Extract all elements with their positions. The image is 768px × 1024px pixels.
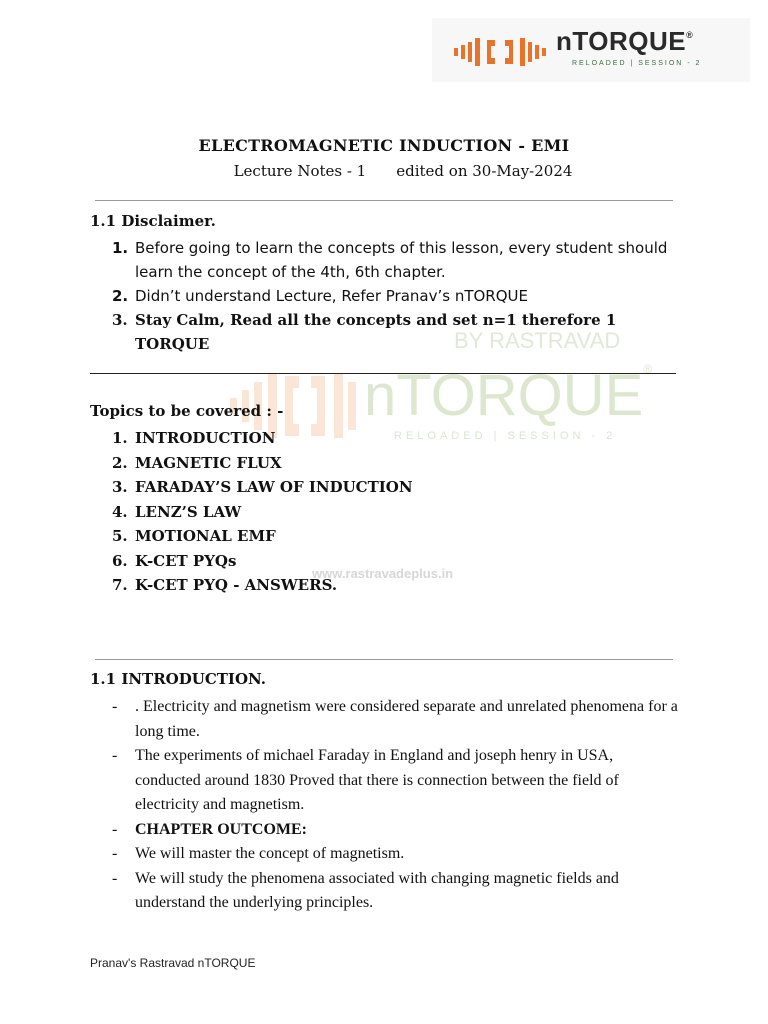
introduction-list — [112, 695, 682, 916]
brand-name — [556, 26, 693, 57]
lecture-label: Lecture Notes - 1 — [233, 162, 367, 180]
list-number: 3. — [112, 311, 128, 329]
list-text: Before going to learn the concepts of this lesson, every student should learn the concept of the 4th, 6th chapter. — [135, 239, 668, 281]
watermark-url: www.rastravadeplus.in — [312, 566, 454, 581]
document-subtitle — [0, 162, 768, 180]
disclaimer-list — [90, 236, 680, 356]
list-text: Didn’t understand Lecture, Refer Pranav’s nTORQUE — [135, 287, 528, 305]
introduction-heading: 1.1 INTRODUCTION. — [90, 670, 266, 688]
brand-name-text: nTORQUE — [556, 26, 687, 56]
list-item — [90, 524, 413, 549]
edited-date: edited on 30-May-2024 — [396, 162, 573, 180]
list-number: 7. — [112, 576, 128, 594]
list-item — [112, 744, 682, 818]
list-item — [90, 284, 680, 308]
watermark-tagline: RELOADED | SESSION - 2 — [394, 430, 617, 442]
list-text: INTRODUCTION — [135, 429, 276, 447]
list-text: We will master the concept of magnetism. — [135, 845, 405, 862]
list-text: MOTIONAL EMF — [135, 527, 276, 545]
watermark-name-text: nTORQUE — [364, 363, 644, 428]
list-item — [90, 573, 413, 598]
list-number: 2. — [112, 453, 128, 472]
registered-mark: ® — [686, 30, 694, 40]
list-text: The experiments of michael Faraday in England and joseph henry in USA, conducted around 1830 Proved that there is connection between the field of electricity and magnetism. — [135, 747, 619, 813]
list-number: 1. — [112, 239, 129, 257]
divider — [95, 659, 673, 660]
list-item — [90, 426, 413, 451]
list-number: 6. — [112, 551, 128, 570]
list-number: 2. — [112, 287, 129, 305]
list-item — [90, 236, 680, 284]
list-text: K-CET PYQ - ANSWERS. — [135, 576, 338, 594]
list-item — [112, 867, 682, 916]
list-item — [112, 695, 682, 744]
list-text: We will study the phenomena associated with changing magnetic fields and understand the underlying principles. — [135, 869, 619, 911]
list-text: Stay Calm, Read all the concepts and set n=1 therefore 1 TORQUE — [135, 311, 617, 353]
disclaimer-heading: 1.1 Disclaimer. — [90, 212, 216, 230]
topics-heading: Topics to be covered : - — [90, 402, 284, 420]
divider — [90, 373, 676, 374]
watermark-by: BY RASTRAVAD — [454, 328, 621, 353]
list-text: MAGNETIC FLUX — [135, 453, 282, 472]
list-text: K-CET PYQs — [135, 551, 237, 570]
list-number: 4. — [112, 502, 128, 521]
list-text: . Electricity and magnetism were considered separate and unrelated phenomena for a long time. — [135, 698, 678, 740]
list-number: 5. — [112, 527, 128, 545]
dash-bullet: - — [112, 698, 118, 715]
document-title: ELECTROMAGNETIC INDUCTION - EMI — [198, 136, 570, 155]
list-text: CHAPTER OUTCOME: — [135, 820, 307, 838]
list-text: FARADAY’S LAW OF INDUCTION — [135, 478, 413, 496]
divider — [95, 200, 673, 201]
list-text: LENZ’S LAW — [135, 502, 242, 521]
dash-bullet: - — [112, 820, 118, 838]
watermark-registered-mark: ® — [643, 362, 653, 376]
dash-bullet: - — [112, 845, 118, 862]
list-item — [112, 818, 682, 843]
list-item — [90, 549, 413, 574]
brand-logo — [432, 18, 750, 82]
sound-wave-logo-icon — [454, 34, 554, 70]
list-item — [90, 451, 413, 476]
brand-tagline: RELOADED | SESSION - 2 — [572, 60, 702, 67]
list-item — [112, 842, 682, 867]
dash-bullet: - — [112, 869, 118, 887]
dash-bullet: - — [112, 747, 118, 764]
topics-list — [90, 426, 413, 598]
list-item — [90, 308, 680, 356]
list-item — [90, 475, 413, 500]
list-number: 3. — [112, 478, 128, 496]
page-footer: Pranav's Rastravad nTORQUE — [90, 956, 256, 970]
list-number: 1. — [112, 429, 128, 447]
list-item — [90, 500, 413, 525]
